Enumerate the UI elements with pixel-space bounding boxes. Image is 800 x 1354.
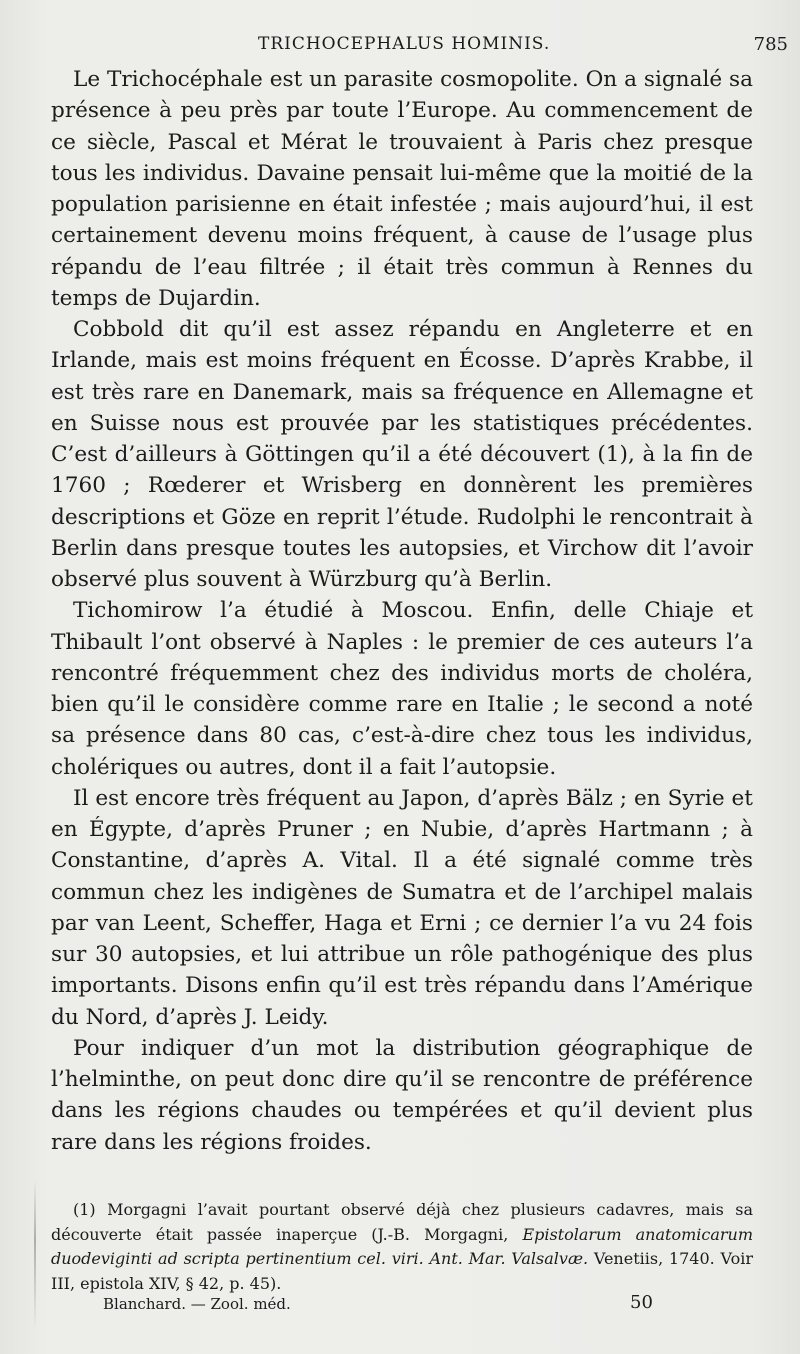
footnote-text <box>51 1198 753 1296</box>
footnote-citation-title: Epistolarum anatomicarum duodeviginti ad scripta pertinentium cel. viri. Ant. Mar. Valsalvæ. <box>51 1224 753 1268</box>
sheet-number: 50 <box>630 1292 653 1313</box>
page-footer <box>0 1292 800 1316</box>
paragraph: Tichomirow l’a étudié à Moscou. Enfin, delle Chiaje et Thibault l’ont observé à Naples : le premier de ces auteurs l’a rencontré fréquemment chez des individus morts de choléra, bien qu’il le considère comme rare en Italie ; le second a noté sa présence dans 80 cas, c’est-à-dire chez tous les individus, cholériques ou autres, dont il a fait l’autopsie. <box>51 598 753 780</box>
paragraph: Il est encore très fréquent au Japon, d’après Bälz ; en Syrie et en Égypte, d’après Pruner ; en Nubie, d’après Hartmann ; à Constantine, d’après A. Vital. Il a été signalé comme très commun chez les indigènes de Sumatra et de l’archipel malais par van Leent, Scheffer, Haga et Erni ; ce dernier l’a vu 24 fois sur 30 autopsies, et lui attribue un rôle pathogénique des plus importants. Disons enfin qu’il est très répandu dans l’Amérique du Nord, d’après J. Leidy. <box>51 785 753 1030</box>
page-header <box>0 34 800 58</box>
page-number: 785 <box>753 34 788 55</box>
paragraph: Le Trichocéphale est un parasite cosmopolite. On a signalé sa présence à peu près par toute l’Europe. Au commencement de ce siècle, Pascal et Mérat le trouvaient à Paris chez presque tous les individus. Davaine pensait lui-même que la moitié de la population parisienne en était infestée ; mais aujourd’hui, il est certainement devenu moins fréquent, à cause de l’usage plus répandu de l’eau filtrée ; il était très commun à Rennes du temps de Dujardin. <box>51 67 753 311</box>
printer-signature: Blanchard. — Zool. méd. <box>103 1295 291 1313</box>
footnote-text-end: Venetiis, 1740. Voir III, epistola XIV, § 42, p. 45). <box>51 1249 753 1293</box>
body-text <box>51 64 753 1158</box>
footnote-text-start: (1) Morgagni l’avait pourtant observé déjà chez plusieurs cadavres, mais sa découverte était passée inaperçue (J.-B. Morgagni, <box>51 1200 753 1244</box>
paragraph: Pour indiquer d’un mot la distribution géographique de l’helminthe, on peut donc dire qu’il se rencontre de préférence dans les régions chaudes ou tempérées et qu’il devient plus rare dans les régions froides. <box>51 1035 753 1155</box>
footnote <box>51 1198 753 1296</box>
paragraph: Cobbold dit qu’il est assez répandu en Angleterre et en Irlande, mais est moins fréquent en Écosse. D’après Krabbe, il est très rare en Danemark, mais sa fréquence en Allemagne et en Suisse nous est prouvée par les statistiques précédentes. C’est d’ailleurs à Göttingen qu’il a été découvert (1), à la fin de 1760 ; Rœderer et Wrisberg en donnèrent les premières descriptions et Göze en reprit l’étude. Rudolphi le rencontrait à Berlin dans presque toutes les autopsies, et Virchow dit l’avoir observé plus souvent à Würzburg qu’à Berlin. <box>51 317 753 592</box>
running-title: TRICHOCEPHALUS HOMINIS. <box>258 34 551 54</box>
